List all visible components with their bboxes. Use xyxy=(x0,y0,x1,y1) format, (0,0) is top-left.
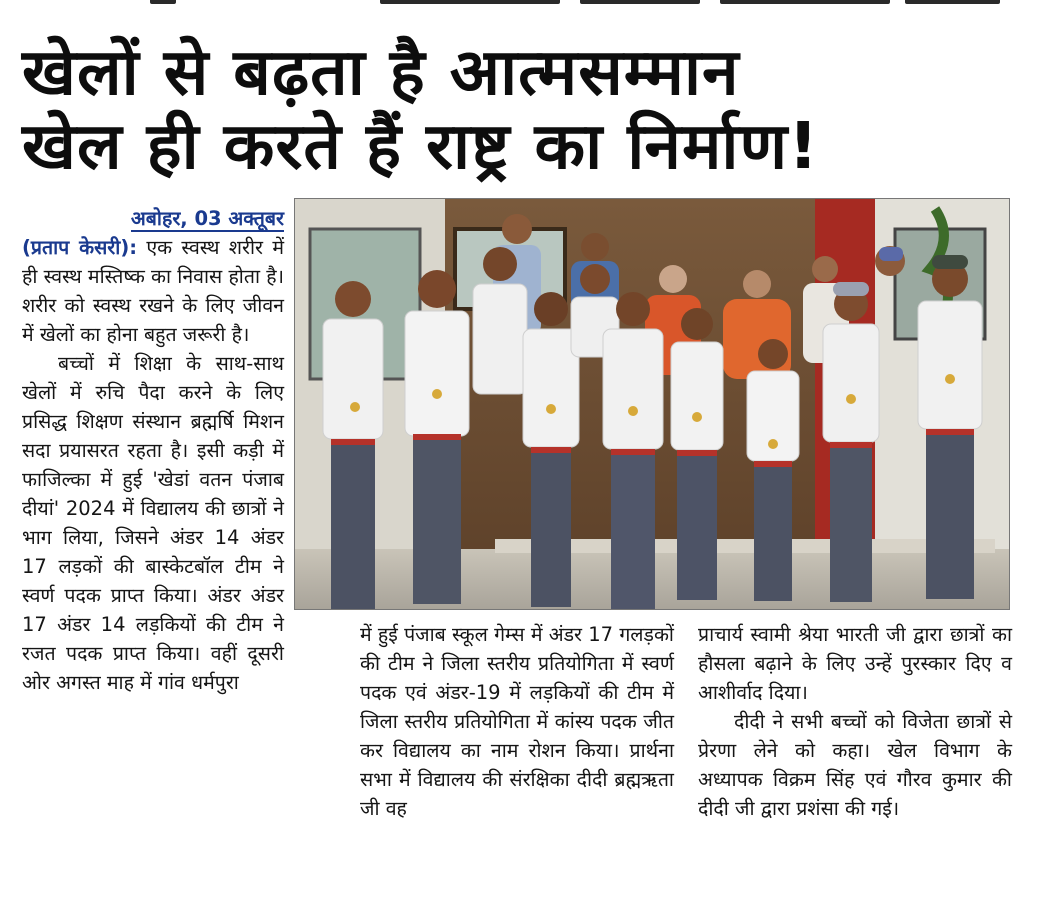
article-column-3 xyxy=(698,620,1012,823)
dateline-source: (प्रताप केसरी): xyxy=(22,236,138,259)
article-paragraph-1: एक स्वस्थ शरीर में ही स्वस्थ मस्तिष्क का निवास होता है। शरीर को स्वस्थ रखने के लिए जीवन में खेलों का होना बहुत जरूरी है। xyxy=(22,236,284,346)
article-paragraph-5: दीदी ने सभी बच्चों को विजेता छात्रों से प्रेरणा लेने को कहा। खेल विभाग के अध्यापक विक्रम सिंह एवं गौरव कुमार की दीदी जी द्वारा प्रशंसा की गई। xyxy=(698,710,1012,820)
headline-line-1: खेलों से बढ़ता है आत्मसम्मान xyxy=(22,36,740,110)
previous-article-cutoff xyxy=(0,0,1037,14)
article-column-2 xyxy=(360,620,674,823)
article-paragraph-2: बच्चों में शिक्षा के साथ-साथ खेलों में रुचि पैदा करने के लिए प्रसिद्ध शिक्षण संस्थान ब्रह्मर्षि मिशन सदा प्रयासरत रहता है। इसी कड़ी में फाजिल्का में हुई 'खेडां वतन पंजाब दीयां' 2024 में विद्यालय की छात्रों ने भाग लिया, जिसने अंडर 14 अंडर 17 लड़कों की बास्केटबॉल टीम ने स्वर्ण पदक प्राप्त किया। अंडर अंडर 17 अंडर 14 लड़कियों की टीम ने रजत पदक प्राप्त किया। वहीं दूसरी ओर अगस्त माह में गांव धर्मपुरा xyxy=(22,352,284,694)
dateline-place: अबोहर, 03 अक्तूबर xyxy=(130,207,284,230)
article-column-1 xyxy=(22,204,284,697)
headline-line-2: खेल ही करते हैं राष्ट्र का निर्माण! xyxy=(22,110,820,184)
article-paragraph-4: प्राचार्य स्वामी श्रेया भारती जी द्वारा छात्रों का हौसला बढ़ाने के लिए उन्हें पुरस्कार दिए व आशीर्वाद दिया। xyxy=(698,623,1012,704)
article-paragraph-3: में हुई पंजाब स्कूल गेम्स में अंडर 17 गलड़कों की टीम ने जिला स्तरीय प्रतियोगिता में स्वर्ण पदक एवं अंडर-19 में लड़कियों की टीम में जिला स्तरीय प्रतियोगिता में कांस्य पदक जीत कर विद्यालय का नाम रोशन किया। प्रार्थना सभा में विद्यालय की संरक्षिका दीदी ब्रह्मऋता जी वह xyxy=(360,623,674,820)
team-group-photo xyxy=(294,198,1010,610)
